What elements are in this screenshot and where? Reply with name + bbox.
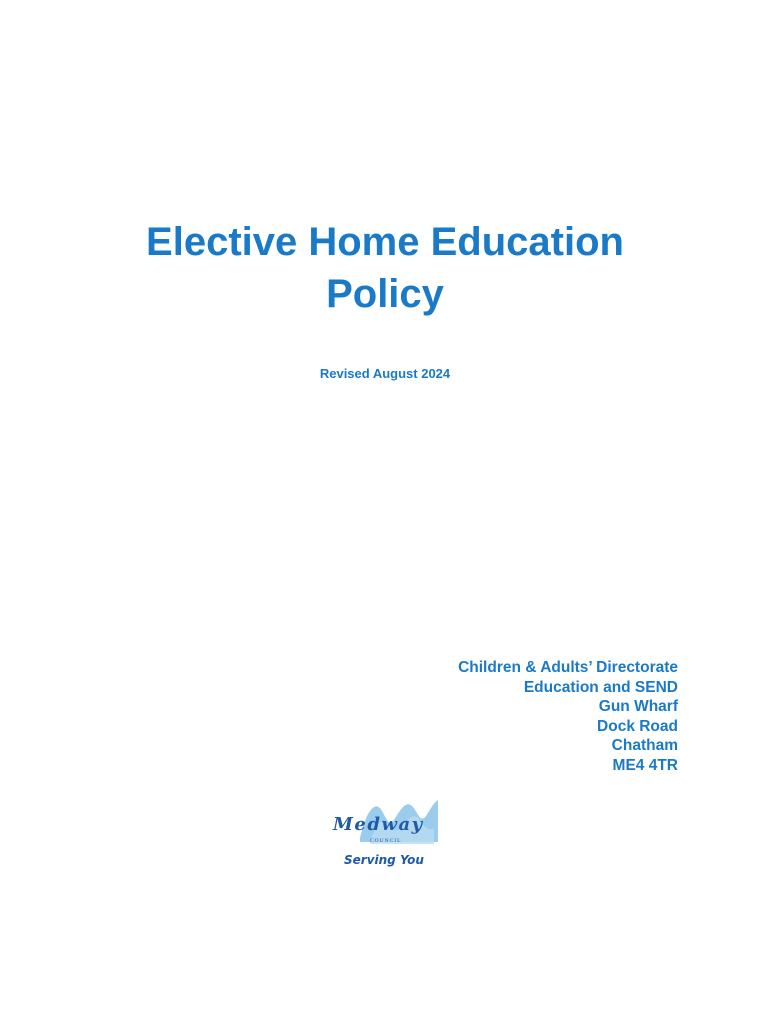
address-line-department: Education and SEND <box>523 678 678 696</box>
address-line-postcode: ME4 4TR <box>612 756 678 774</box>
address-line-town: Chatham <box>611 737 678 754</box>
title-line-2: Policy <box>326 272 444 316</box>
revision-date: Revised August 2024 <box>319 366 451 381</box>
medway-council-logo <box>330 798 442 878</box>
address-block <box>278 658 678 775</box>
logo-wordmark: Medway <box>333 814 424 835</box>
address-line-building: Gun Wharf <box>598 698 678 715</box>
logo-council-text: COUNCIL <box>370 838 402 844</box>
document-title <box>0 216 770 320</box>
logo-tagline: Serving You <box>344 853 424 867</box>
address-line-directorate: Children & Adults’ Directorate <box>458 659 678 676</box>
title-line-1: Elective Home Education <box>146 220 624 264</box>
address-line-street: Dock Road <box>597 717 678 735</box>
